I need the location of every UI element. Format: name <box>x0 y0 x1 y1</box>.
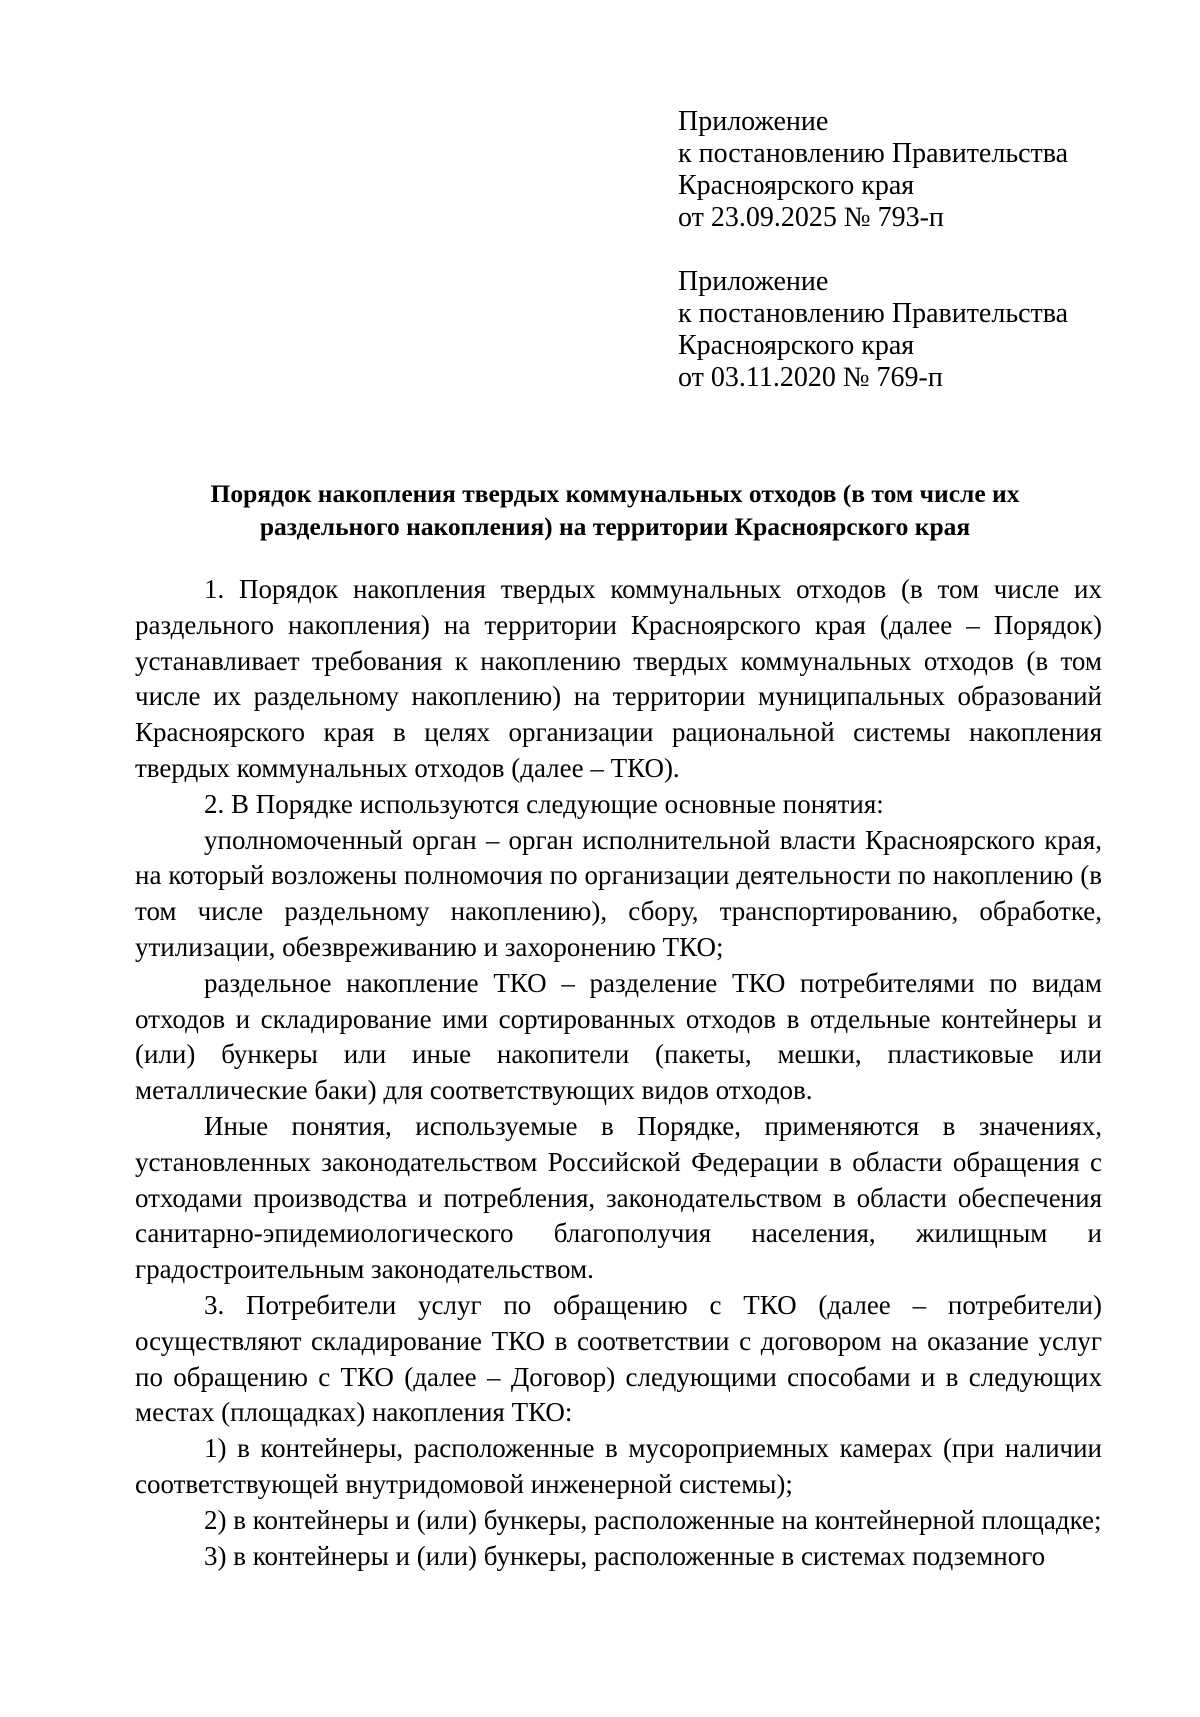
paragraph-definition-separate-accumulation: раздельное накопление ТКО – разделение ТКО потребителями по видам отходов и складирование ими сортированных отходов в отдельные контейнеры и (или) бункеры или иные накопители (пакеты, мешки, пластиковые или металлические баки) для соответствующих видов отходов. <box>135 967 1102 1106</box>
appendix-header-original <box>678 266 1148 394</box>
appendix-region: Красноярского края <box>678 170 915 201</box>
document-title <box>130 477 1100 543</box>
appendix-label: Приложение <box>678 106 829 137</box>
appendix-date-number: от 03.11.2020 № 769-п <box>678 362 943 393</box>
paragraph-subitem-3: 3) в контейнеры и (или) бункеры, расположенные в системах подземного <box>204 1540 1046 1571</box>
document-title-line-1: Порядок накопления твердых коммунальных отходов (в том числе их <box>210 479 1020 508</box>
paragraph-subitem-1: 1) в контейнеры, расположенные в мусороприемных камерах (при наличии соответствующей внутридомовой инженерной системы); <box>135 1433 1102 1499</box>
paragraph-other-terms: Иные понятия, используемые в Порядке, применяются в значениях, установленных законодательством Российской Федерации в области обращения с отходами производства и потребления, законодательством в области обеспечения санитарно-эпидемиологического благополучия населения, жилищным и градостроительным законодательством. <box>135 1110 1102 1285</box>
appendix-header-current <box>678 106 1148 234</box>
paragraph-item-1: 1. Порядок накопления твердых коммунальных отходов (в том числе их раздельного накопления) на территории Красноярского края (далее – Порядок) устанавливает требования к накоплению твердых коммунальных отходов (в том числе их раздельному накоплению) на территории муниципальных образований Красноярского края в целях организации рациональной системы накопления твердых коммунальных отходов (далее – ТКО). <box>135 574 1102 783</box>
document-body <box>135 572 1102 1574</box>
appendix-label: Приложение <box>678 266 829 297</box>
paragraph-definition-authorized-body: уполномоченный орган – орган исполнительной власти Красноярского края, на который возложены полномочия по организации деятельности по накоплению (в том числе раздельному накоплению), сбору, транспортированию, обработке, утилизации, обезвреживанию и захоронению ТКО; <box>135 824 1102 962</box>
appendix-reference: к постановлению Правительства <box>678 298 1069 329</box>
document-title-line-2: раздельного накопления) на территории Красноярского края <box>259 512 971 541</box>
paragraph-item-3: 3. Потребители услуг по обращению с ТКО (далее – потребители) осуществляют складирование ТКО в соответствии с договором на оказание услуг по обращению с ТКО (далее – Договор) следующими способами и в следующих местах (площадках) накопления ТКО: <box>135 1289 1102 1428</box>
appendix-date-number: от 23.09.2025 № 793-п <box>678 202 944 233</box>
appendix-region: Красноярского края <box>678 330 915 361</box>
appendix-reference: к постановлению Правительства <box>678 138 1069 169</box>
paragraph-subitem-2: 2) в контейнеры и (или) бункеры, расположенные на контейнерной площадке; <box>204 1504 1102 1535</box>
paragraph-item-2: 2. В Порядке используются следующие основные понятия: <box>204 788 884 819</box>
